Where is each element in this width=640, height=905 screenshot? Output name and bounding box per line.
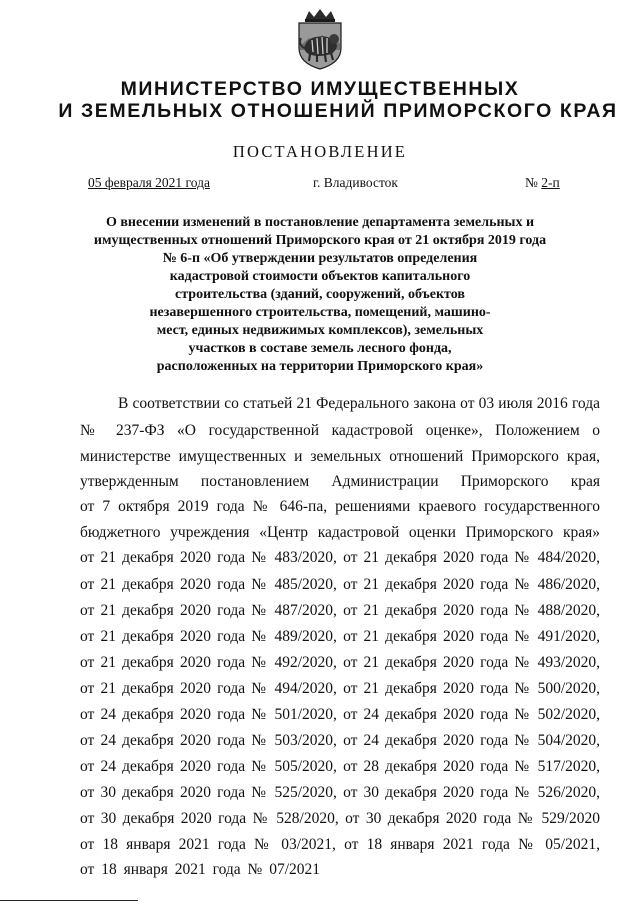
title-line: кадастровой стоимости объектов капитального — [169, 269, 471, 284]
document-number-prefix: № — [525, 175, 542, 190]
title-line: строительства (зданий, сооружений, объектов — [175, 287, 465, 302]
body-line: от 21 декабря 2020 года № 485/2020, от 21 декабря 2020 года № 486/2020, — [80, 576, 600, 593]
ministry-name-line1: МИНИСТЕРСТВО ИМУЩЕСТВЕННЫХ — [120, 78, 520, 100]
document-number — [525, 175, 560, 191]
body-line: министерстве имущественных и земельных отношений Приморского края, — [80, 448, 600, 465]
body-line: бюджетного учреждения «Центр кадастровой оценки Приморского края» — [80, 524, 600, 541]
body-line: от 24 декабря 2020 года № 501/2020, от 24 декабря 2020 года № 502/2020, — [80, 706, 600, 723]
footnote-divider — [0, 900, 138, 901]
document-number-value: 2-п — [541, 175, 560, 190]
body-line: № 237-ФЗ «О государственной кадастровой оценке», Положением о — [80, 422, 600, 439]
body-line: от 7 октября 2019 года № 646-па, решениями краевого государственного — [80, 498, 600, 515]
body-line: от 18 января 2021 года № 07/2021 — [80, 861, 321, 878]
body-line: от 24 декабря 2020 года № 505/2020, от 28 декабря 2020 года № 517/2020, — [80, 758, 600, 775]
document-date: 05 февраля 2021 года — [88, 175, 210, 190]
title-line: мест, единых недвижимых комплексов), земельных — [156, 323, 484, 338]
body-line: от 30 декабря 2020 года № 525/2020, от 30 декабря 2020 года № 526/2020, — [80, 784, 600, 801]
document-city: г. Владивосток — [313, 175, 398, 190]
body-line: от 18 января 2021 года № 03/2021, от 18 января 2021 года № 05/2021, — [80, 836, 600, 853]
body-line: от 21 декабря 2020 года № 483/2020, от 21 декабря 2020 года № 484/2020, — [80, 549, 600, 566]
body-line: В соответствии со статьей 21 Федерального закона от 03 июля 2016 года — [118, 395, 600, 412]
primorsky-krai-coat-of-arms-icon — [291, 8, 349, 70]
title-line: расположенных на территории Приморского края» — [156, 359, 484, 374]
document-type: ПОСТАНОВЛЕНИЕ — [232, 142, 408, 161]
body-line: от 24 декабря 2020 года № 503/2020, от 24 декабря 2020 года № 504/2020, — [80, 732, 600, 749]
body-line: от 21 декабря 2020 года № 494/2020, от 21 декабря 2020 года № 500/2020, — [80, 680, 600, 697]
body-line: от 21 декабря 2020 года № 489/2020, от 21 декабря 2020 года № 491/2020, — [80, 628, 600, 645]
ministry-name-line2: И ЗЕМЕЛЬНЫХ ОТНОШЕНИЙ ПРИМОРСКОГО КРАЯ — [58, 100, 618, 122]
body-line: от 21 декабря 2020 года № 487/2020, от 21 декабря 2020 года № 488/2020, — [80, 602, 600, 619]
body-line: от 30 декабря 2020 года № 528/2020, от 30 декабря 2020 года № 529/2020 — [80, 810, 600, 827]
body-line: от 21 декабря 2020 года № 492/2020, от 21 декабря 2020 года № 493/2020, — [80, 654, 600, 671]
title-line: участков в составе земель лесного фонда, — [188, 341, 452, 356]
title-line: № 6-п «Об утверждении результатов определения — [162, 251, 478, 266]
title-line: имущественных отношений Приморского края от 21 октября 2019 года — [93, 233, 547, 248]
title-line: О внесении изменений в постановление департамента земельных и — [105, 215, 535, 230]
body-line: утвержденным постановлением Администрации Приморского края — [80, 473, 600, 490]
title-line: незавершенного строительства, помещений, машино- — [149, 305, 491, 320]
